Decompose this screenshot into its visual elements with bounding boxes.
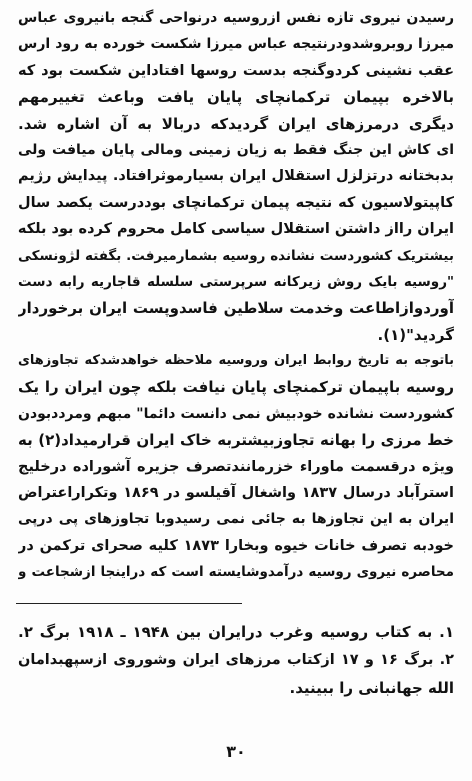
footnote-line: الله جهانبانی را ببینید.: [289, 679, 454, 697]
body-line: محاصره نیروی روسیه درآمدوشایسته است که دراینجا ازشجاعت و: [18, 564, 454, 581]
body-line: بالاخره بپیمان ترکمانچای پایان یافت وباعث تغییرمهم: [18, 88, 454, 107]
body-line: گردید"(۱).: [377, 325, 454, 344]
body-line: باتوجه به تاریخ روابط ایران وروسیه ملاحظه خواهدشدکه تجاوزهای: [18, 353, 454, 369]
body-line: رسیدن نیروی تازه نفس ازروسیه درنواحی گنجه بانیروی عباس: [18, 10, 454, 26]
body-line: میرزا روبروشدودرنتیجه عباس میرزا شکست خورده به رود ارس: [18, 36, 454, 53]
body-line: خودبه تصرف خانات خیوه وبخارا ۱۸۷۳ کلیه صحرای ترکمن در: [18, 537, 454, 554]
footnote-rule: [16, 603, 242, 604]
footnote-line: ۲. برگ ۱۶ و ۱۷ ازکتاب مرزهای ایران وشوروی ازسپهبدامان: [18, 652, 454, 668]
body-text: [18, 5, 454, 586]
footnotes: [18, 618, 454, 702]
body-line: بیشتریک کشوردست نشانده روسیه بشمارمیرفت. بگفته لژونسکی: [18, 247, 454, 264]
body-line: ایران رااز داشتن استقلال سیاسی کامل محروم کرده بود بلکه: [18, 221, 454, 238]
body-line: استرآباد درسال ۱۸۳۷ واشغال آقیلسو در ۱۸۶۹ وتکراراعتراض: [18, 485, 454, 502]
body-line: بدبختانه درتزلزل استقلال ایران بسیارموثرافتاد. پیدایش رژیم: [18, 168, 454, 185]
page-number: ۳۰: [226, 742, 246, 761]
body-line: خط مرزی را بهانه تجاوزبیشتربه خاک ایران قرارمیداد(۲) به: [18, 431, 454, 450]
body-line: کاپیتولاسیون که نتیجه پیمان ترکمانچای بوددرست یکصد سال: [18, 194, 454, 211]
body-line: آوردوازاطاعت وخدمت سلاطین فاسدوپست ایران برخوردار: [18, 299, 454, 318]
body-line: کشوردست نشانده خودبیش نمی دانست دائما" مبهم ومرددبودن: [18, 405, 454, 422]
body-line: روسیه باپیمان ترکمنچای پایان نیافت بلکه چون ایران را یک: [18, 378, 454, 397]
body-line: ایران به این تجاوزها به جائی نمی رسیدوبا تجاوزهای پی درپی: [18, 511, 454, 528]
body-line: دیگری درمرزهای ایران گردیدکه دربالا به آن اشاره شد.: [18, 114, 454, 133]
body-line: "روسیه بایک روش زیرکانه سرپرستی سلسله قاجاریه رابه دست: [18, 273, 454, 290]
body-line: ویژه درقسمت ماوراء خزرمانندتصرف جزیره آشوراده درخلیج: [18, 458, 454, 475]
footnote-line: ۱. به کتاب روسیه وغرب درایران بین ۱۹۴۸ ـ ۱۹۱۸ برگ ۲.: [18, 623, 454, 641]
body-line: ای کاش این جنگ فقط به زیان زمینی ومالی پایان میافت ولی: [18, 141, 454, 158]
body-line: عقب نشینی کردوگنجه بدست روسها افتاداین شکست بود که: [18, 62, 454, 79]
